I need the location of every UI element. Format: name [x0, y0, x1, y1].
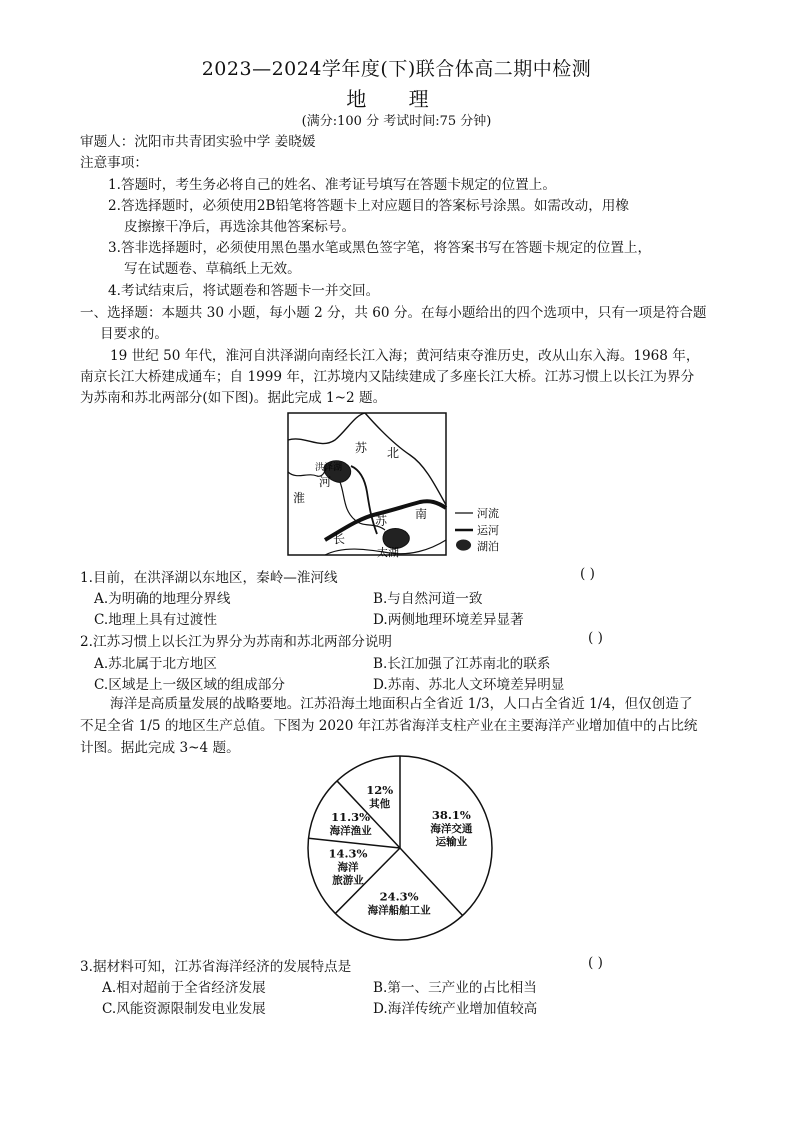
- section-heading: 一、选择题：本题共 30 小题，每小题 2 分，共 60 分。在每小题给出的四个选项中，只有一项是符合题: [80, 305, 707, 321]
- map-label-huai: 淮: [293, 491, 306, 505]
- pie-slice-value-label: 24.3%: [379, 889, 419, 904]
- map-label-he: 河: [319, 475, 332, 489]
- pie-slice-name-label: 海洋渔业: [329, 824, 372, 837]
- notice-item: 3.答非选择题时，必须使用黑色墨水笔或黑色签字笔，将答案书写在答题卡规定的位置上，: [108, 240, 652, 256]
- pie-slice-value-label: 14.3%: [328, 846, 368, 861]
- map-label-nan: 南: [415, 507, 428, 521]
- pie-slice-value-label: 38.1%: [431, 807, 471, 822]
- map-label-chang: 长: [333, 532, 346, 546]
- question-3-answer-blank[interactable]: ( ): [588, 955, 603, 971]
- question-1-stem: 1.目前，在洪泽湖以东地区，秦岭—淮河线: [80, 570, 338, 586]
- question-1-option-c[interactable]: C.地理上具有过渡性: [94, 612, 217, 628]
- passage-line: 为苏南和苏北两部分(如下图)。据此完成 1~2 题。: [80, 390, 387, 406]
- question-2-option-b[interactable]: B.长江加强了江苏南北的联系: [373, 656, 551, 672]
- pie-slice-name-label: 海洋交通: [430, 822, 473, 835]
- question-1-option-b[interactable]: B.与自然河道一致: [373, 591, 483, 607]
- notice-item: 1.答题时，考生务必将自己的姓名、准考证号填写在答题卡规定的位置上。: [108, 177, 556, 193]
- question-3-option-c[interactable]: C.风能资源限制发电业发展: [102, 1001, 266, 1017]
- exam-title: 2023—2024学年度(下)联合体高二期中检测: [201, 58, 592, 80]
- question-1-option-a[interactable]: A.为明确的地理分界线: [94, 591, 231, 607]
- question-3-stem: 3.据材料可知，江苏省海洋经济的发展特点是: [80, 959, 352, 975]
- pie-slice-value-label: 11.3%: [331, 809, 371, 824]
- question-2-option-c[interactable]: C.区域是上一级区域的组成部分: [94, 677, 285, 693]
- passage-line: 计图。据此完成 3~4 题。: [80, 740, 240, 756]
- legend-lake: 湖泊: [477, 540, 499, 553]
- question-1-answer-blank[interactable]: ( ): [580, 566, 595, 582]
- question-3-option-a[interactable]: A.相对超前于全省经济发展: [102, 980, 266, 996]
- pie-slice-name-label: 海洋: [337, 861, 359, 874]
- map-label-bei: 北: [387, 446, 400, 460]
- pie-slice-name-label: 其他: [369, 798, 391, 811]
- pie-slice-name-label: 海洋船舶工业: [367, 904, 431, 917]
- question-1-option-d[interactable]: D.两侧地理环境差异显著: [373, 612, 524, 628]
- question-3-option-b[interactable]: B.第一、三产业的占比相当: [373, 980, 537, 996]
- passage-line: 海洋是高质量发展的战略要地。江苏沿海土地面积占全省近 1/3，人口占全省近 1/4，但仅创造了: [110, 696, 693, 712]
- notice-heading: 注意事项：: [80, 155, 148, 171]
- pie-chart: [290, 748, 510, 948]
- map-label-taihu: 太湖: [377, 546, 399, 559]
- question-2-stem: 2.江苏习惯上以长江为界分为苏南和苏北两部分说明: [80, 634, 393, 650]
- passage-line: 不足全省 1/5 的地区生产总值。下图为 2020 年江苏省海洋支柱产业在主要海洋产业增加值中的占比统: [80, 718, 698, 734]
- notice-item: 2.答选择题时，必须使用2B铅笔将答题卡上对应题目的答案标号涂黑。如需改动，用橡: [108, 198, 629, 214]
- pie-slice-name-label: 旅游业: [332, 874, 364, 887]
- passage-line: 19 世纪 50 年代，淮河自洪泽湖向南经长江入海；黄河结束夺淮历史，改从山东入海。1968 年，: [110, 348, 700, 364]
- legend-river: 河流: [477, 507, 499, 520]
- map-label-su-north: 苏: [355, 441, 368, 455]
- section-heading-cont: 目要求的。: [100, 326, 168, 342]
- map-label-su-south: 苏: [375, 514, 388, 528]
- reviewer-line: 审题人：沈阳市共青团实验中学 姜晓媛: [80, 134, 316, 150]
- exam-meta: (满分:100 分 考试时间:75 分钟): [301, 114, 492, 129]
- question-2-answer-blank[interactable]: ( ): [588, 630, 603, 646]
- pie-slice-value-label: 12%: [366, 783, 394, 798]
- notice-item: 皮擦擦干净后，再选涂其他答案标号。: [124, 219, 356, 235]
- legend-canal: 运河: [477, 524, 499, 537]
- jiangsu-map: [285, 410, 510, 560]
- subject-title: 地 理: [346, 87, 447, 111]
- notice-item: 4.考试结束后，将试题卷和答题卡一并交回。: [108, 283, 380, 299]
- notice-item: 写在试题卷、草稿纸上无效。: [124, 261, 301, 277]
- map-label-hongze: 洪泽湖: [315, 463, 343, 473]
- passage-line: 南京长江大桥建成通车；自 1999 年，江苏境内又陆续建成了多座长江大桥。江苏习惯上以长江为界分: [80, 369, 695, 385]
- question-2-option-d[interactable]: D.苏南、苏北人文环境差异明显: [373, 677, 565, 693]
- question-2-option-a[interactable]: A.苏北属于北方地区: [94, 656, 217, 672]
- question-3-option-d[interactable]: D.海洋传统产业增加值较高: [373, 1001, 538, 1017]
- pie-slice-name-label: 运输业: [435, 835, 468, 848]
